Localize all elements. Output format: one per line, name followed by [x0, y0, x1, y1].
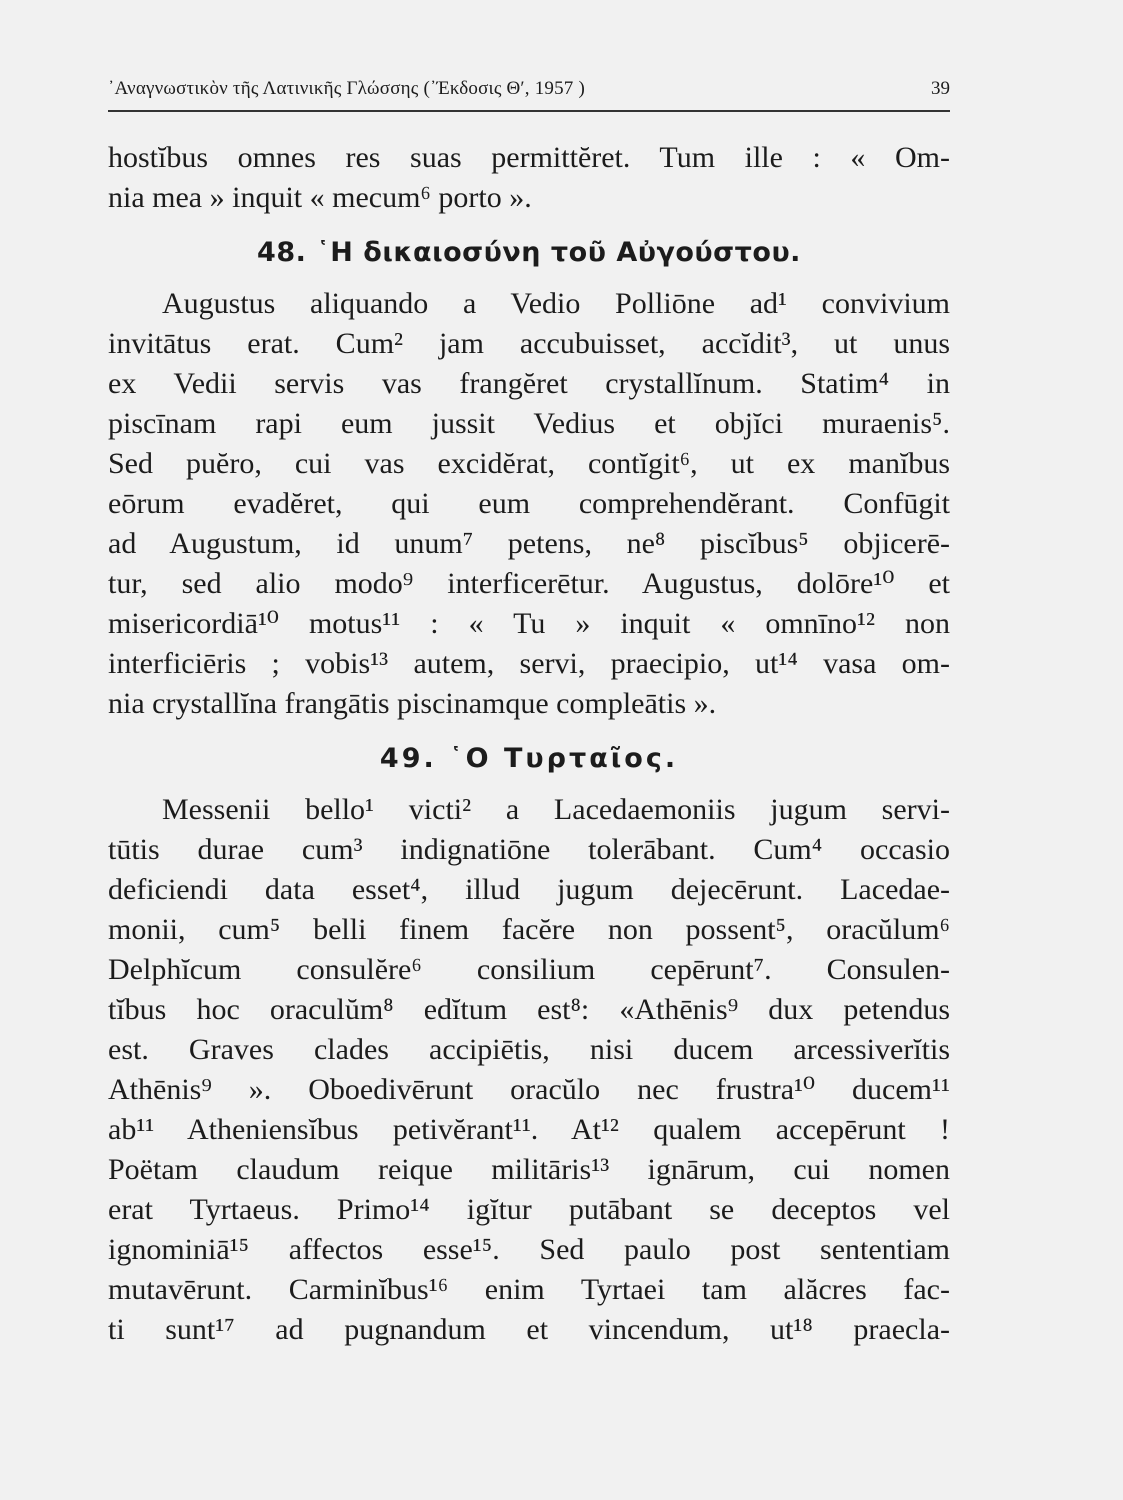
text-line: Athēnis⁹ ». Oboedivērunt oracŭlo nec frustra¹⁰ ducem¹¹: [108, 1073, 950, 1106]
text-line: Augustus aliquando a Vedio Polliōne ad¹ convivium: [162, 287, 950, 320]
page-body: [108, 138, 950, 1350]
section-49-paragraph: [108, 790, 950, 1350]
text-line: tūtis durae cum³ indignatiōne tolerābant. Cum⁴ occasio: [108, 833, 950, 866]
running-title: ᾽Αναγνωστικὸν τῆς Λατινικῆς Γλώσσης (᾽Έκδοσις Θ′, 1957 ): [108, 78, 585, 99]
text-line: hostĭbus omnes res suas permittĕret. Tum ille : « Om-: [108, 141, 950, 174]
text-line: deficiendi data esset⁴, illud jugum dejecērunt. Lacedae-: [108, 873, 950, 906]
text-line: nia mea » inquit « mecum⁶ porto ».: [108, 181, 532, 214]
text-line: interficiēris ; vobis¹³ autem, servi, praecipio, ut¹⁴ vasa om-: [108, 647, 950, 680]
text-line: misericordiā¹⁰ motus¹¹ : « Tu » inquit « omnīno¹² non: [108, 607, 950, 640]
running-header: [108, 74, 950, 112]
text-line: ex Vedii servis vas frangĕret crystallĭnum. Statim⁴ in: [108, 367, 950, 400]
text-line: est. Graves clades accipiētis, nisi ducem arcessiverĭtis: [108, 1033, 950, 1066]
text-line: invitātus erat. Cum² jam accubuisset, accĭdit³, ut unus: [108, 327, 950, 360]
text-line: nia crystallĭna frangātis piscinamque compleātis ».: [108, 687, 717, 720]
section-48-paragraph: [108, 284, 950, 724]
page-number: 39: [931, 78, 950, 99]
section-heading-49: 49. ῾Ο Τυρταῖος.: [379, 743, 679, 774]
text-line: ad Augustum, id unum⁷ petens, ne⁸ piscĭbus⁵ objicerē-: [108, 527, 950, 560]
text-line: Sed puĕro, cui vas excidĕrat, contĭgit⁶, ut ex manĭbus: [108, 447, 950, 480]
text-line: tĭbus hoc oraculŭm⁸ edĭtum est⁸: «Athēnis⁹ dux petendus: [108, 993, 950, 1026]
text-line: monii, cum⁵ belli finem facĕre non possent⁵, oracŭlum⁶: [108, 913, 950, 946]
text-line: eōrum evadĕret, qui eum comprehendĕrant. Confūgit: [108, 487, 950, 520]
text-line: ab¹¹ Atheniensĭbus petivĕrant¹¹. At¹² qualem accepērunt !: [108, 1113, 950, 1146]
text-line: ignominiā¹⁵ affectos esse¹⁵. Sed paulo post sententiam: [108, 1233, 950, 1266]
intro-paragraph: [108, 138, 950, 218]
text-line: Delphĭcum consulĕre⁶ consilium cepērunt⁷. Consulen-: [108, 953, 950, 986]
text-line: tur, sed alio modo⁹ interficerētur. Augustus, dolōre¹⁰ et: [108, 567, 950, 600]
text-line: erat Tyrtaeus. Primo¹⁴ igĭtur putābant se deceptos vel: [108, 1193, 950, 1226]
text-line: piscīnam rapi eum jussit Vedius et objĭci muraenis⁵.: [108, 407, 950, 440]
text-line: ti sunt¹⁷ ad pugnandum et vincendum, ut¹⁸ praecla-: [108, 1313, 950, 1346]
text-line: mutavērunt. Carminĭbus¹⁶ enim Tyrtaei tam alăcres fac-: [108, 1273, 950, 1306]
text-line: Poëtam claudum reique militāris¹³ ignārum, cui nomen: [108, 1153, 950, 1186]
text-line: Messenii bello¹ victi² a Lacedaemoniis jugum servi-: [162, 793, 950, 826]
section-heading-48: 48. ῾Η δικαιοσύνη τοῦ Αὐγούστου.: [257, 237, 801, 268]
